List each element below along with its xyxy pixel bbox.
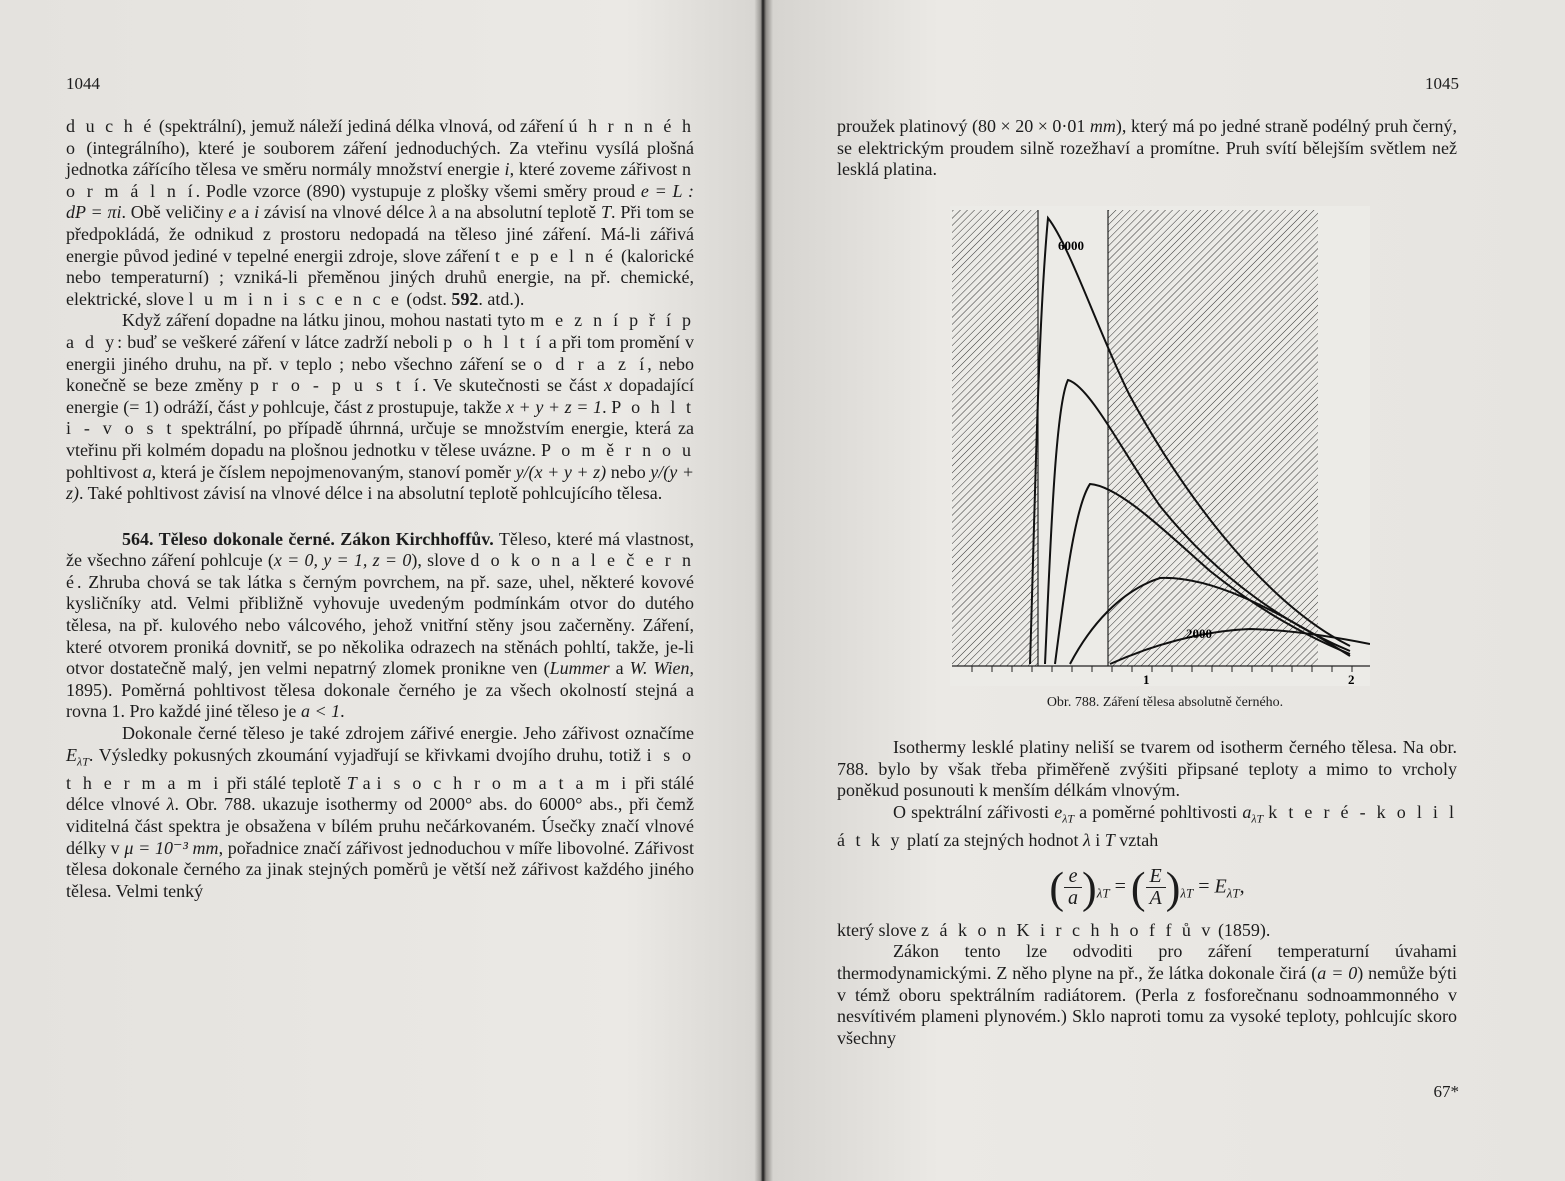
text-run: o d r a z í bbox=[533, 353, 648, 374]
text-run: T bbox=[346, 772, 357, 793]
signature-mark: 67* bbox=[1433, 1082, 1459, 1101]
text-run: P o h l t i - v o s t bbox=[66, 396, 694, 439]
text-run: x + y + z = 1 bbox=[505, 396, 603, 417]
text-run: λT bbox=[77, 754, 89, 769]
text-run: : buď se veškeré záření v látce zadrží neboli bbox=[117, 331, 444, 352]
text-run: . Zhruba chová se tak látka s černým povrchem, na př. saze, uhel, některé kovové kysličníky atd. Velmi přibližně vyhovuje uvedeným podmínkám otvor do dutého tělesa, na př. kulového nebo válcového, jehož vnitřní stěny jsou začerněny. Záření, které otvorem proniká dovnitř, se po několika odrazech na stěnách pohltí, takže, je-li otvor dostatečně malý, jen velmi nepatrný zlomek pronikne ven ( bbox=[66, 571, 694, 679]
text-run: , pořadnice značí zářivost jednoduchou v míře libovolné. Zářivost tělesa dokonale černého za jinak stejných poměrů je větší než zářivost každého jiného tělesa. Velmi tenký bbox=[66, 837, 694, 901]
text-run: y/(x + y + z) bbox=[515, 461, 607, 482]
paragraph bbox=[837, 116, 1457, 181]
tick-2: 2 bbox=[1348, 672, 1355, 686]
text-run: . bbox=[340, 701, 345, 722]
text-run: λ bbox=[1082, 829, 1091, 850]
text-run: (1859). bbox=[1213, 919, 1271, 940]
right-bottom-text bbox=[837, 737, 1457, 1049]
text-run: závisí na vlnové délce bbox=[259, 202, 430, 223]
text-run: ú h r n n é h o bbox=[66, 116, 695, 158]
text-run: x = 0, y = 1, z = 0 bbox=[273, 550, 412, 571]
text-run: pohlcuje, část bbox=[258, 396, 367, 417]
text-run: , nebo konečně se beze změny bbox=[66, 353, 694, 396]
text-run: W. Wien bbox=[629, 658, 690, 679]
label-2000: 2000 bbox=[1186, 626, 1212, 641]
text-run: z bbox=[366, 396, 374, 417]
text-run: a na absolutní teplotě bbox=[436, 202, 601, 223]
text-run: i s o t h e r m a m i bbox=[66, 744, 694, 793]
hatched-band-right bbox=[1108, 210, 1318, 666]
text-run: Dokonale černé těleso je také zdrojem zářivé energie. Jeho zářivost označíme bbox=[122, 723, 694, 744]
text-run: d o k o n a l e č e r n é bbox=[66, 550, 695, 592]
text-run: dopadající energie (= 1) odráží, část bbox=[66, 375, 694, 417]
text-run: i bbox=[1090, 829, 1105, 850]
figure-caption: Obr. 788. Záření tělesa absolutně černého. bbox=[1046, 695, 1284, 710]
text-run: m e z n í p ř í p a d y bbox=[66, 310, 694, 352]
text-run: y bbox=[250, 396, 259, 417]
text-run: t e p e l n é bbox=[494, 245, 617, 266]
text-run: d u c h é bbox=[66, 116, 155, 136]
text-run: λT bbox=[1062, 811, 1075, 826]
left-page bbox=[0, 0, 760, 1181]
text-run: a bbox=[142, 461, 152, 482]
text-run: pohltivost bbox=[66, 461, 143, 482]
text-run: vztah bbox=[1114, 829, 1159, 850]
text-run: který slove bbox=[837, 919, 921, 940]
text-run: proužek platinový (80 × 20 × 0·01 bbox=[837, 116, 1090, 136]
text-run: a poměrné pohltivosti bbox=[1074, 801, 1243, 822]
text-run: ) nemůže býti v témž oboru spektrálním radiátorem. (Perla z fosforečnanu sodnoammonného v nesvítivém plameni plynovém.) Sklo naproti tomu za vysoké teploty, pohlcujíc skoro všechny bbox=[837, 962, 1457, 1048]
text-run: λT bbox=[1251, 811, 1264, 826]
text-run: , která je číslem nepojmenovaným, stanoví poměr bbox=[151, 461, 516, 482]
text-run: y/(y + z) bbox=[66, 461, 694, 504]
text-run: při stálé teplotě bbox=[221, 772, 347, 793]
text-run: . bbox=[602, 396, 612, 417]
text-run: a = 0 bbox=[1317, 962, 1358, 983]
text-run: Zákon tento lze odvoditi pro záření temperaturní úvahami thermodynamickými. Z něho plyne na př., že látka dokonale čirá ( bbox=[837, 941, 1457, 983]
text-run: P o m ě r n o u bbox=[540, 439, 694, 460]
paragraph bbox=[837, 920, 1457, 942]
paragraph bbox=[837, 802, 1457, 852]
text-run: a bbox=[236, 202, 255, 223]
hatched-band-left bbox=[952, 210, 1038, 666]
text-run: n o r m á l n í bbox=[66, 159, 694, 201]
text-run: T bbox=[600, 202, 611, 223]
text-run: . Výsledky pokusných zkoumání vyjadřují se křivkami dvojího druhu, totiž bbox=[88, 744, 647, 765]
text-run: spektrální, po případě úhrnná, určuje se množstvím energie, která za vteřinu při kolmém dopadu na plošnou jednotku v tělese uvázne. bbox=[66, 418, 694, 460]
text-run: při stálé délce vlnové bbox=[66, 772, 694, 815]
text-run: e bbox=[1054, 801, 1063, 822]
text-run: 592 bbox=[451, 288, 479, 309]
text-run: ), slove bbox=[411, 550, 471, 571]
text-run: a při tom promění v energii jiného druhu, na př. v teplo ; nebo všechno záření se bbox=[66, 331, 694, 374]
text-run: l u m i n i s c e n c e bbox=[188, 288, 402, 309]
text-run: x bbox=[604, 375, 613, 396]
text-run: λ bbox=[166, 794, 175, 815]
text-run: (integrálního), které je souborem záření jednoduchých. Za vteřinu vysílá plošná jednotka zářícího tělesa ve směru normály množství energie bbox=[66, 137, 694, 180]
paragraph bbox=[66, 310, 694, 504]
paragraphs-before-formula bbox=[837, 737, 1457, 852]
tick-1: 1 bbox=[1143, 672, 1150, 686]
text-run: O spektrální zářivosti bbox=[893, 801, 1055, 822]
text-run: ), který má po jedné straně podélný pruh černý, se elektrickým proudem silně rozežhaví a promítne. Pruh svítí bělejším světlem než lesklá platina. bbox=[837, 116, 1457, 180]
text-run: prostupuje, takže bbox=[373, 396, 506, 417]
text-run: z á k o n K i r c h h o f f ů v bbox=[920, 919, 1214, 940]
text-run: e = L : dP = πi bbox=[66, 180, 694, 223]
text-run: p o h l t í bbox=[443, 331, 544, 352]
text-run: , které zoveme zářivost bbox=[509, 159, 682, 180]
text-run: a bbox=[1242, 801, 1252, 822]
text-run: p r o - p u s t í bbox=[249, 375, 422, 396]
text-run: i bbox=[504, 159, 510, 180]
text-run: a bbox=[356, 772, 377, 793]
paragraph bbox=[66, 529, 694, 723]
text-run: T bbox=[1104, 829, 1115, 850]
text-run: . Podle vzorce (890) vystupuje z plošky všemi směry proud bbox=[195, 180, 641, 201]
right-top-text bbox=[837, 116, 1457, 181]
text-run: , 1895). Poměrná pohltivost tělesa dokonale černého je za všech okolností stejná a rovna 1. Pro každé jiné těleso je bbox=[66, 658, 694, 722]
text-run: e bbox=[228, 202, 237, 223]
paragraph bbox=[837, 941, 1457, 1049]
page-number-left: 1044 bbox=[66, 74, 100, 93]
text-run: nebo bbox=[606, 461, 651, 482]
page-number-right: 1045 bbox=[1425, 74, 1459, 93]
text-run: . Obr. 788. ukazuje isothermy od 2000° abs. do 6000° abs., při čemž viditelná část spektra je obsažena v bílém pruhu nečárkovaném. Úsečky značí vlnové délky v bbox=[66, 794, 694, 858]
right-page bbox=[765, 0, 1565, 1181]
paragraphs-after-formula bbox=[837, 920, 1457, 1050]
text-run: λ bbox=[429, 202, 437, 223]
blackbody-isotherm-figure bbox=[950, 206, 1370, 686]
text-run: a < 1 bbox=[300, 701, 341, 722]
text-run: Těleso, které má vlastnost, že všechno záření pohlcuje ( bbox=[66, 528, 694, 571]
paragraph bbox=[66, 723, 694, 902]
text-run: Isothermy lesklé platiny neliší se tvarem od isotherm černého tělesa. Na obr. 788. bylo by však třeba přiměřeně zvýšiti připsané teploty a mimo to vrcholy poněkud posunouti k menším délkám vlnovým. bbox=[837, 737, 1457, 801]
label-6000: 6000 bbox=[1058, 238, 1084, 253]
text-run: i s o c h r o m a t a m i bbox=[376, 772, 630, 793]
text-run: (odst. bbox=[401, 288, 452, 309]
text-run: . Ve skutečnosti se část bbox=[421, 375, 605, 396]
text-run: Lummer bbox=[549, 658, 610, 679]
paragraph bbox=[837, 737, 1457, 802]
text-run: μ = 10⁻³ mm bbox=[124, 837, 219, 858]
text-run: Když záření dopadne na látku jinou, mohou nastati tyto bbox=[122, 310, 531, 331]
text-run: k t e r é - k o l i l á t k y bbox=[837, 801, 1457, 850]
text-run: (kalorické nebo temperaturní) ; vzniká-li přeměnou jiných druhů energie, na př. chemické, elektrické, slove bbox=[66, 245, 694, 309]
kirchhoff-formula: ( $\frac{e}{a}$ )$_{\lambda T}$ = ( $\frac{E}{A}$ )$_{\lambda T} = E_{\lambda T}$, bbox=[1049, 862, 1245, 912]
text-run: . Obě veličiny bbox=[121, 202, 229, 223]
text-run: E bbox=[66, 744, 77, 765]
text-run: platí za stejných hodnot bbox=[902, 829, 1083, 850]
text-run: . Také pohltivost závisí na vlnové délce i na absolutní teplotě pohlcujícího tělesa. bbox=[79, 483, 663, 504]
text-run: (spektrální), jemuž náleží jediná délka vlnová, od záření bbox=[154, 116, 569, 136]
text-run: mm bbox=[1089, 116, 1116, 136]
text-run: 564. Těleso dokonale černé. Zákon Kirchhoffův. bbox=[122, 528, 494, 549]
left-body-text bbox=[66, 116, 694, 902]
paragraph bbox=[66, 116, 694, 310]
text-run: . atd.). bbox=[478, 288, 525, 309]
text-run: a bbox=[609, 658, 630, 679]
text-run: i bbox=[254, 202, 260, 223]
text-run: . Při tom se předpokládá, že odnikud z prostoru nedopadá na těleso jiné záření. Má-li zářivá energie původ jediné v tepelné energii zdroje, slove záření bbox=[66, 202, 694, 266]
